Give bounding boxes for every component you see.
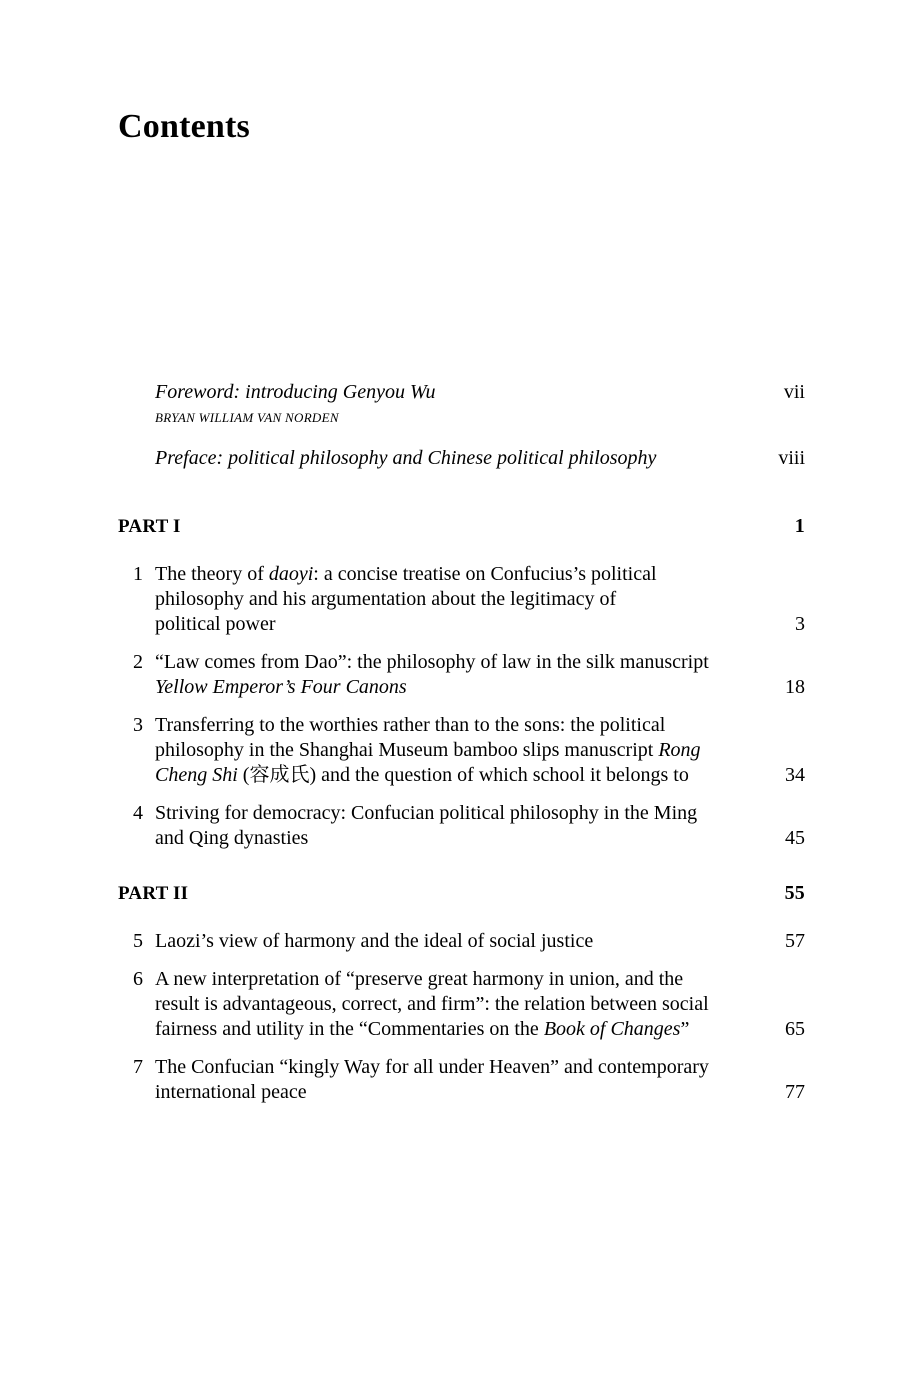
chapter-page-number: 65 xyxy=(785,1018,805,1040)
part-heading-2 xyxy=(118,881,805,906)
chapter-number: 2 xyxy=(133,651,143,673)
chapter-entry-6 xyxy=(133,967,805,1042)
chapter-page-number: 77 xyxy=(785,1081,805,1103)
entry-page-number: viii xyxy=(778,447,805,469)
entry-title: Preface: political philosophy and Chinese political philosophy xyxy=(155,447,657,469)
chapter-entry-5 xyxy=(133,929,805,954)
chapter-page-number: 45 xyxy=(785,827,805,849)
chapter-page-number: 3 xyxy=(795,613,805,635)
chapter-page-number: 57 xyxy=(785,930,805,952)
chapter-entry-4 xyxy=(133,801,805,851)
chapter-number: 7 xyxy=(133,1056,143,1078)
part-label: PART I xyxy=(118,516,181,537)
part-label: PART II xyxy=(118,883,189,904)
entry-title: Foreword: introducing Genyou Wu xyxy=(155,381,436,403)
chapter-title: Laozi’s view of harmony and the ideal of social justice xyxy=(155,930,594,952)
chapter-entry-3 xyxy=(133,713,805,788)
chapter-page-number: 18 xyxy=(785,676,805,698)
chapter-entry-1 xyxy=(133,562,805,637)
entry-author: BRYAN WILLIAM VAN NORDEN xyxy=(155,410,339,425)
chapter-title: The Confucian “kingly Way for all under Heaven” and contemporary international peace xyxy=(155,1056,709,1103)
chapter-title: The theory of daoyi: a concise treatise on Confucius’s political philosophy and his argumentation about the legitimacy of political power xyxy=(155,563,657,635)
chapter-title: Striving for democracy: Confucian political philosophy in the Ming and Qing dynasties xyxy=(155,802,698,849)
chapter-number: 1 xyxy=(133,563,143,585)
chapter-number: 5 xyxy=(133,930,143,952)
chapter-number: 6 xyxy=(133,968,143,990)
part-heading-1 xyxy=(118,514,805,539)
entry-page-number: vii xyxy=(783,381,805,403)
chapter-title: “Law comes from Dao”: the philosophy of law in the silk manuscript Yellow Emperor’s Four Canons xyxy=(155,651,709,698)
chapter-entry-2 xyxy=(133,650,805,700)
page-title: Contents xyxy=(118,108,250,145)
chapter-entry-7 xyxy=(133,1055,805,1105)
chapter-title: Transferring to the worthies rather than to the sons: the political philosophy in the Shanghai Museum bamboo slips manuscript Rong Cheng Shi (容成氏) and the question of which school it belongs to xyxy=(155,714,701,786)
part-page-number: 55 xyxy=(784,882,805,904)
chapter-page-number: 34 xyxy=(785,764,805,786)
chapter-number: 3 xyxy=(133,714,143,736)
chapter-title: A new interpretation of “preserve great harmony in union, and the result is advantageous, correct, and firm”: the relation between social fairness and utility in the “Commentaries on the Book of Changes” xyxy=(155,968,709,1040)
front-matter-entry-preface xyxy=(155,446,805,471)
part-page-number: 1 xyxy=(794,515,805,537)
front-matter-entry-foreword xyxy=(155,380,805,405)
chapter-number: 4 xyxy=(133,802,143,824)
